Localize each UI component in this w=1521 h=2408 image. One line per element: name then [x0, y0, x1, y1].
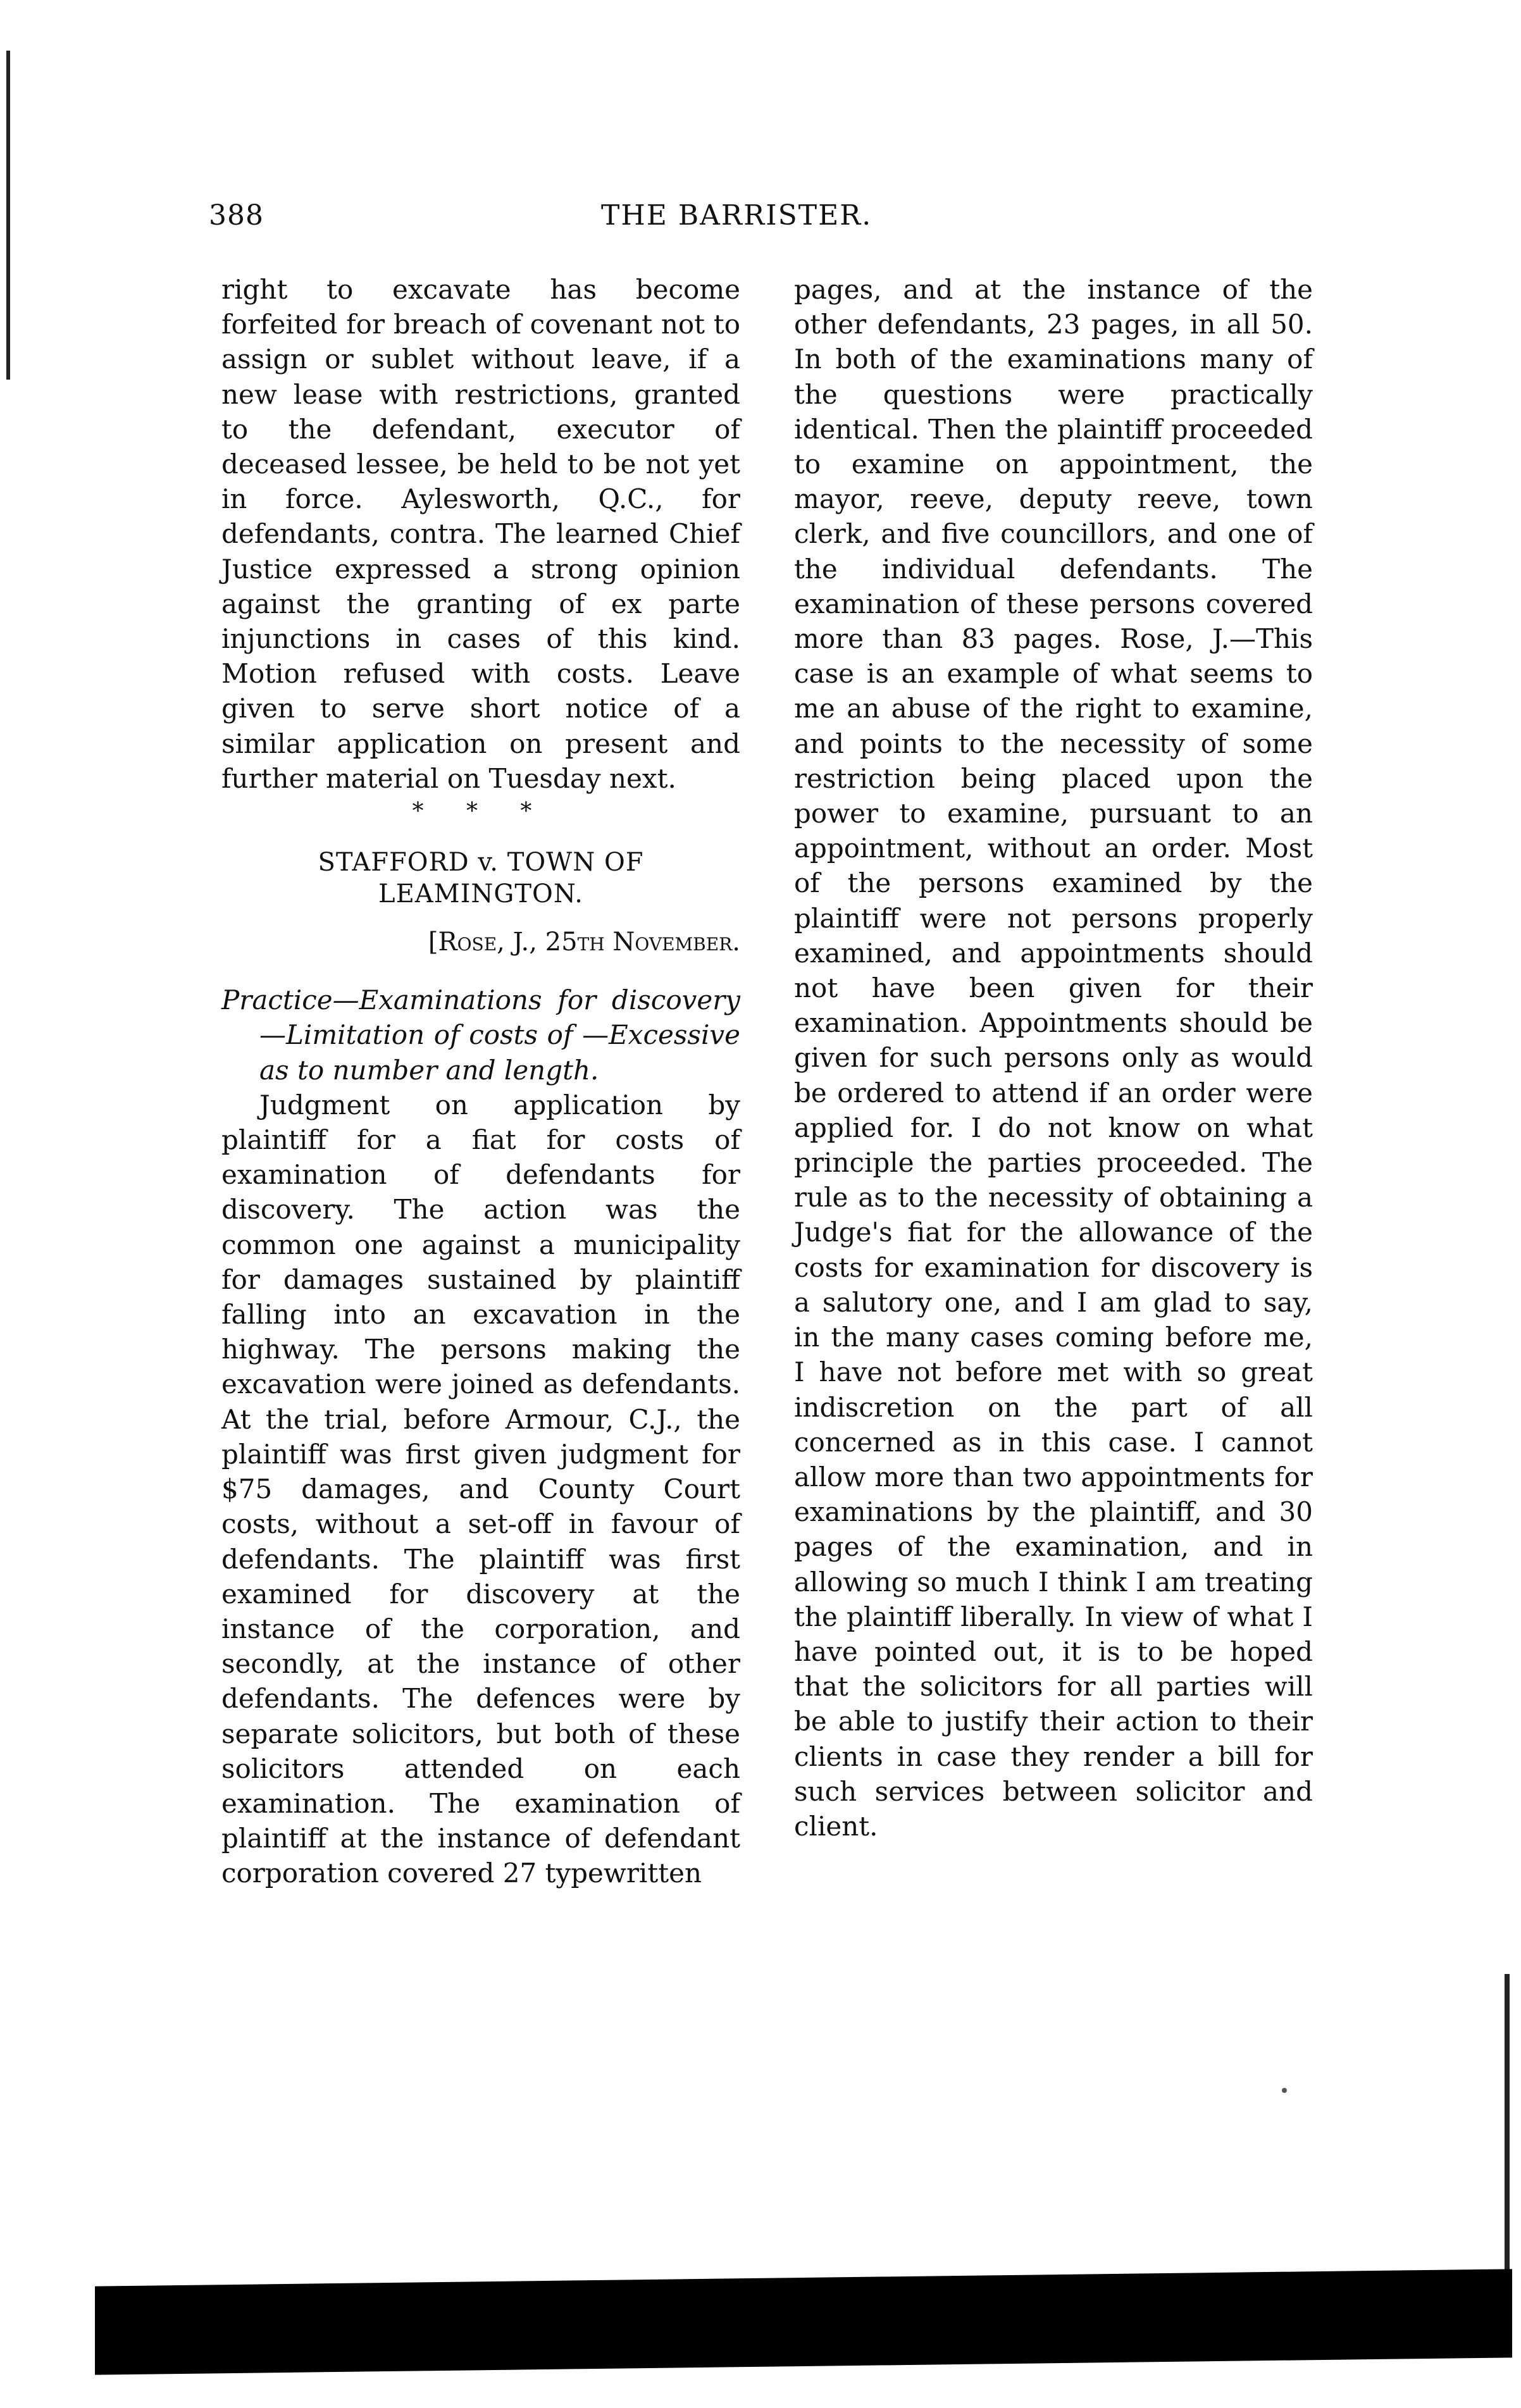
opening-paragraph: right to excavate has become forfeited for breach of covenant not to assign or sublet without leave, if a new lease with restrictions, granted to the defendant, executor of deceased lessee, be held to be not yet in force. Aylesworth, Q.C., for defendants, contra. The learned Chief Justice expressed a strong opinion against the granting of ex parte injunctions in cases of this kind. Motion refused with costs. Leave given to serve short notice of a similar application on present and further material on Tuesday next.: [221, 274, 740, 794]
judge-line: [Rose, J., 25th November.: [428, 928, 740, 957]
continued-paragraph: pages, and at the instance of the other defendants, 23 pages, in all 50. In both of the examinations many of the questions were practically identical. Then the plaintiff proceeded to examine on appointment, the mayor, reeve, deputy reeve, town clerk, and five councillors, and one of the individual defendants. The examination of these persons covered more than 83 pages. Rose, J.—This case is an example of what seems to me an abuse of the right to examine, and points to the necessity of some restriction being placed upon the power to examine, pursuant to an appointment, without an order. Most of the persons examined by the plaintiff were not persons properly examined, and appointments should not have been given for their examination. Appointments should be given for such persons only as would be ordered to attend if an order were applied for. I do not know on what principle the parties proceeded. The rule as to the necessity of obtaining a Judge's fiat for the allowance of the costs for examination for discovery is a salutory one, and I am glad to say, in the many cases coming before me, I have not before met with so great indiscretion on the part of all concerned as in this case. I cannot allow more than two appointments for examinations by the plaintiff, and 30 pages of the examination, and in allowing so much I think I am treating the plaintiff liberally. In view of what I have pointed out, it is to be hoped that the solicitors for all parties will be able to justify their action to their clients in case they render a bill for such services between solicitor and client.: [794, 274, 1313, 1842]
case-title: STAFFORD v. TOWN OF LEAMINGTON.: [318, 848, 644, 909]
scan-edge-left: [6, 51, 10, 380]
page-number: 388: [209, 199, 264, 232]
right-column: [794, 272, 1313, 1844]
scan-footer-band: [95, 2269, 1512, 2374]
headnote: Practice—Examinations for discovery—Limitation of costs of —Excessive as to number and length.: [221, 984, 740, 1086]
page-header: [209, 199, 1322, 250]
section-separator: * * *: [412, 798, 550, 825]
left-column: [221, 272, 740, 1891]
stray-mark: [1282, 2088, 1287, 2093]
running-title: THE BARRISTER.: [601, 199, 872, 232]
body-paragraph: Judgment on application by plaintiff for a fiat for costs of examination of defendants for discovery. The action was the common one against a municipality for damages sustained by plaintiff falling into an excavation in the highway. The persons making the excavation were joined as defendants. At the trial, before Armour, C.J., the plaintiff was first given judgment for $75 damages, and County Court costs, without a set-off in favour of defendants. The plaintiff was first examined for discovery at the instance of the corporation, and secondly, at the instance of other defendants. The defences were by separate solicitors, but both of these solicitors attended on each examination. The examination of plaintiff at the instance of defendant corporation covered 27 typewritten: [221, 1089, 740, 1889]
scan-edge-right: [1505, 1974, 1510, 2303]
